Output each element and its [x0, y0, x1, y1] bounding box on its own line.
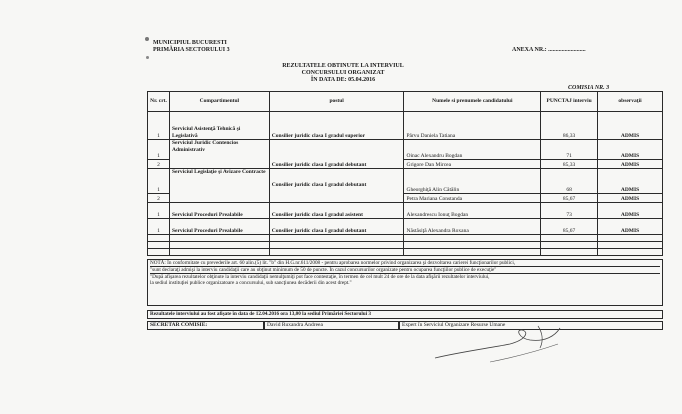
empty-row [148, 249, 663, 256]
row-post: Consilier juridic clasa I gradul debutant [269, 140, 404, 169]
posting-notice: Rezultatele interviului au fost afişate în data de 12.04.2016 ora 13,00 la sediul Primăriei Sectorului 3 [147, 310, 663, 319]
row-obs: ADMIS [598, 194, 663, 203]
commission-number: COMISIA NR. 3 [568, 85, 610, 91]
row-nr: 1 [148, 112, 170, 140]
row-nr: 1 [148, 169, 170, 194]
col-header-score: PUNCTAJ interviu [541, 92, 598, 112]
row-score: 85,33 [541, 160, 598, 169]
row-score: 85,67 [541, 194, 598, 203]
secretary-role: Expert în Serviciul Organizare Resurse Umane [399, 321, 663, 330]
row-name: Năstăsiţă Alexandra Roxana [404, 219, 541, 235]
scan-dot [146, 56, 149, 59]
table-row [148, 219, 663, 235]
document-title [268, 63, 418, 84]
row-name: Oinac Alexandru Bogdan [404, 140, 541, 160]
col-header-post: postul [269, 92, 404, 112]
row-name: Alexandrescu Ionuţ Bogdan [404, 203, 541, 219]
secretary-name: David Ruxandra Andreea [264, 321, 399, 330]
institution-line2: PRIMĂRIA SECTORULUI 3 [153, 47, 230, 53]
row-score: 68 [541, 169, 598, 194]
row-nr: 2 [148, 160, 170, 169]
row-post: Consilier juridic clasa I gradul debutant [269, 219, 404, 235]
notes-box [147, 259, 663, 306]
results-table [147, 91, 663, 256]
col-header-department: Compartimentul [169, 92, 269, 112]
row-obs: ADMIS [598, 112, 663, 140]
row-score: 71 [541, 140, 598, 160]
row-post: Consilier juridic clasa I gradul asistent [269, 203, 404, 219]
table-row [148, 112, 663, 140]
annex-label: ANEXA NR.: ......................... [512, 47, 586, 53]
title-line1: REZULTATELE OBTINUTE LA INTERVIUL [282, 63, 404, 69]
row-name: Pârvu Daniela Tatiana [404, 112, 541, 140]
col-header-name: Numele si prenumele candidatului [404, 92, 541, 112]
row-obs: ADMIS [598, 219, 663, 235]
note-line4: la sediul instituţiei publice organizatoare a concursului, sub sancţiunea decăderii din acest drept." [150, 280, 352, 286]
note-line3: "După afişarea rezultatelor obţinute la interviu candidaţii nemulţumiţi pot face contestaţie, în termen de cel mult 24 de ore de la data afişării rezultatelor interviului, [150, 273, 660, 280]
row-department: Serviciul Juridic Contencios Administrativ [169, 140, 269, 169]
row-obs: ADMIS [598, 203, 663, 219]
row-department: Serviciul Asistenţă Tehnică şi Legislativă [169, 112, 269, 140]
table-row [148, 203, 663, 219]
note-line1: NOTĂ: În conformitate cu prevederile art. 60 alin.(5) lit. "b" din H.G.nr.611/2008 - pentru aprobarea normelor privind organizarea şi dezvoltarea carierei funcţionarilor publici, [150, 260, 516, 266]
row-post: Consilier juridic clasa I gradul debutant [269, 169, 404, 203]
note-line2: "sunt declaraţi admişi la interviu candidaţii care au obţinut minimum de 50 de puncte. În cazul concursurilor organizate pentru ocuparea funcţiilor publice de execuţie" [150, 266, 660, 273]
row-obs: ADMIS [598, 160, 663, 169]
row-name: Petra Mariana Constanda [404, 194, 541, 203]
title-line2: CONCURSULUI ORGANIZAT [301, 70, 385, 76]
empty-row [148, 242, 663, 249]
col-header-nr: Nr. crt. [148, 92, 170, 112]
table-row [148, 140, 663, 160]
col-header-obs: observaţii [598, 92, 663, 112]
row-department: Serviciul Proceduri Prealabile [169, 203, 269, 219]
row-name: Grigore Dan Mircea [404, 160, 541, 169]
institution-line1: MUNICIPIUL BUCURESTI [153, 40, 227, 46]
row-score: 73 [541, 203, 598, 219]
empty-row [148, 235, 663, 242]
title-line3: ÎN DATA DE: 05.04.2016 [310, 77, 376, 83]
row-score: 86,33 [541, 112, 598, 140]
row-name: Gheorghiţă Alin Cătălin [404, 169, 541, 194]
row-obs: ADMIS [598, 169, 663, 194]
row-department: Serviciul Proceduri Prealabile [169, 219, 269, 235]
row-nr: 2 [148, 194, 170, 203]
row-nr: 1 [148, 140, 170, 160]
row-nr: 1 [148, 219, 170, 235]
row-post: Consilier juridic clasa I gradul superior [269, 112, 404, 140]
row-score: 85,67 [541, 219, 598, 235]
secretary-label: SECRETAR COMISIE: [147, 321, 264, 330]
scan-dot [145, 37, 149, 41]
table-row [148, 169, 663, 194]
row-department: Serviciul Legislaţie şi Avizare Contracte [169, 169, 269, 203]
handwritten-signature [430, 318, 570, 368]
row-obs: ADMIS [598, 140, 663, 160]
row-nr: 1 [148, 203, 170, 219]
